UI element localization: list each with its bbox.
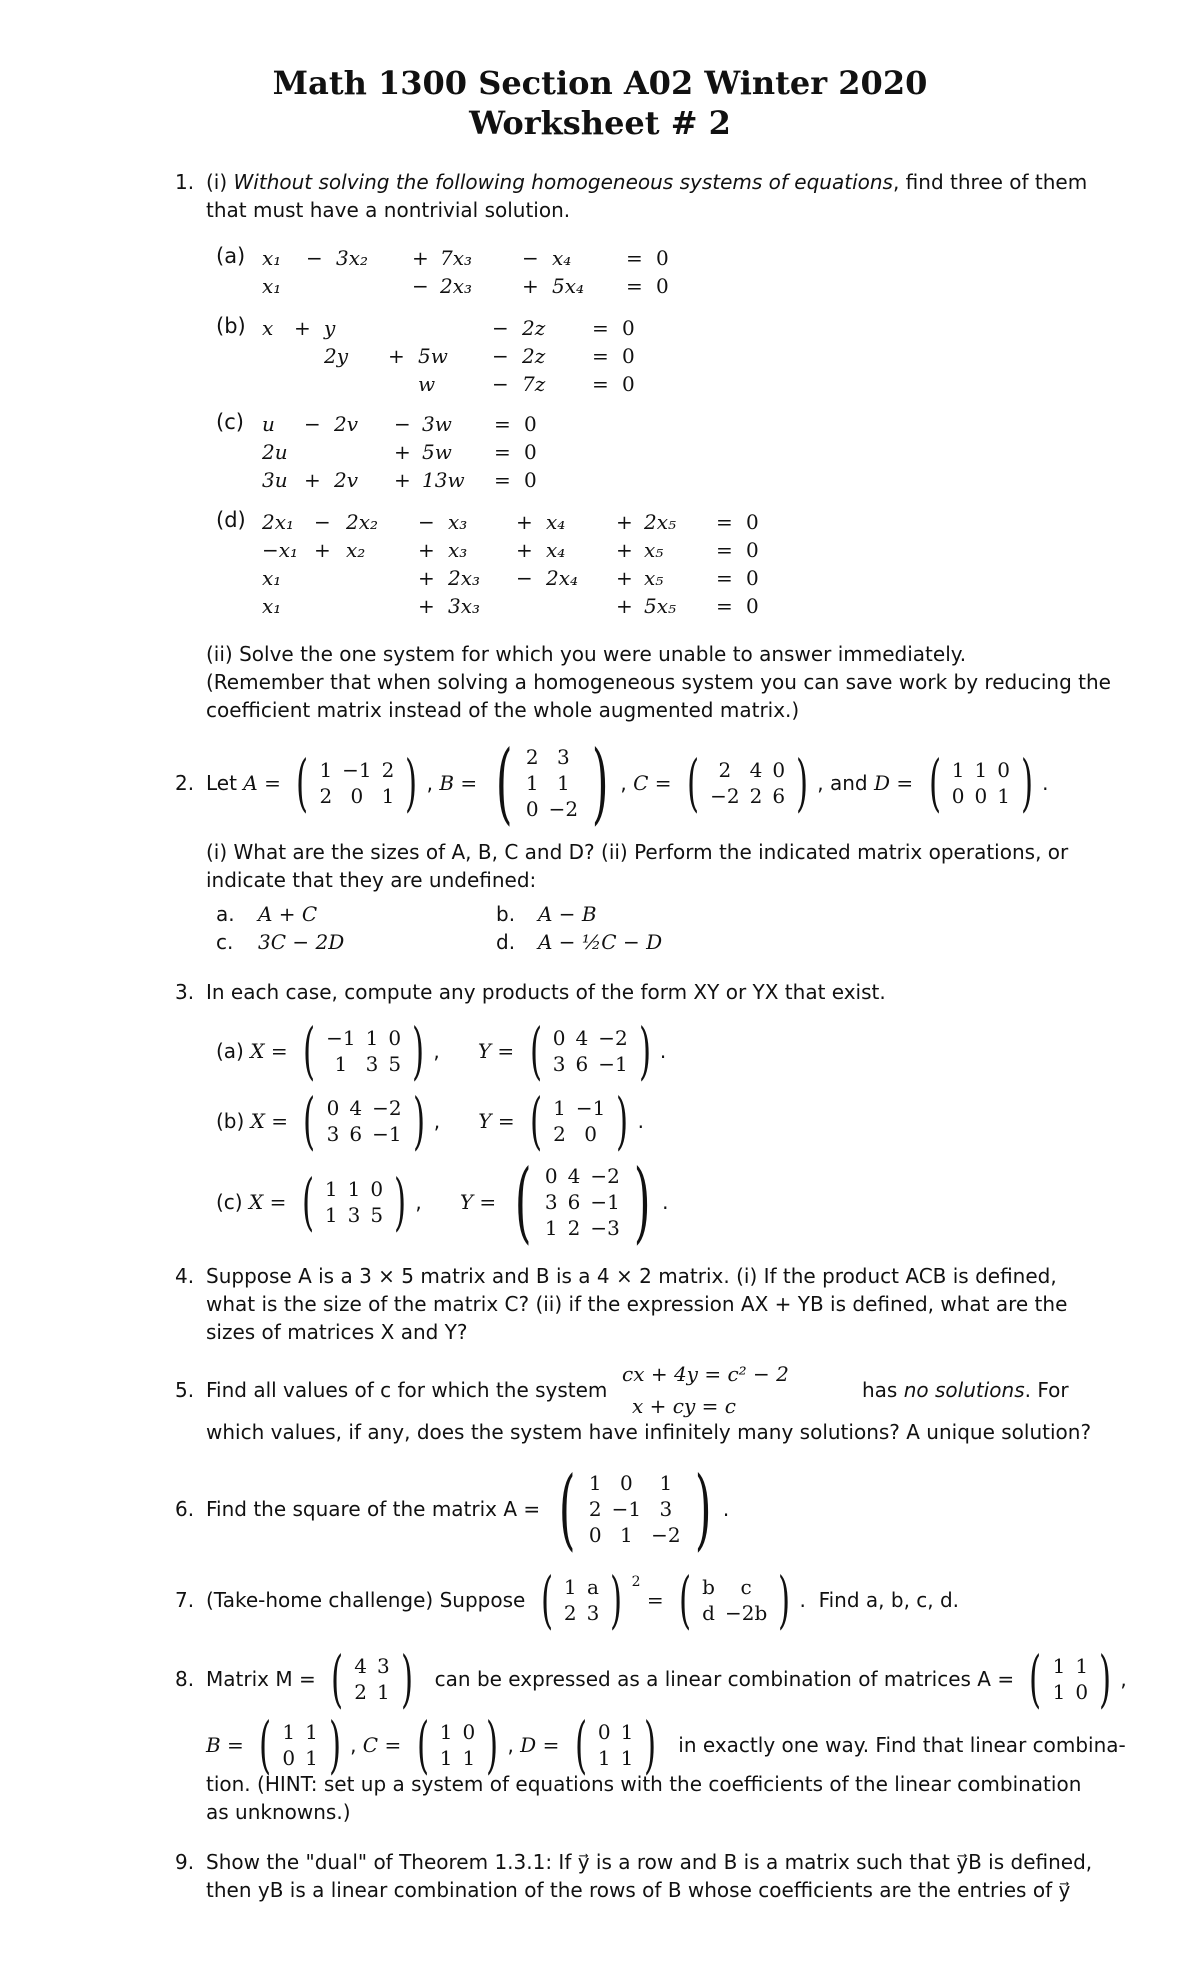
left-paren: ( xyxy=(416,1708,429,1781)
q3-number: 3. xyxy=(175,980,195,1004)
equation-symbol: + xyxy=(516,510,533,534)
equation-term: x₃ xyxy=(448,510,468,534)
q5-equation-1: cx + 4y = c² − 2 xyxy=(622,1362,789,1386)
q1-line2: that must have a nontrivial solution. xyxy=(206,198,571,222)
q5-after: has no solutions. For xyxy=(862,1378,1069,1402)
matrix-B xyxy=(487,731,618,834)
equation-symbol: + xyxy=(394,468,411,492)
q9-line2: then yB is a linear combination of the rows of B whose coefficients are the entries of y⃗ xyxy=(206,1878,1071,1902)
q6-matrix-A xyxy=(550,1457,720,1560)
right-paren: ) xyxy=(394,1165,407,1238)
matrix-entry: −1 xyxy=(590,1190,620,1214)
right-paren: ) xyxy=(796,746,809,819)
equation-term: y xyxy=(324,316,336,340)
equation-symbol: 0 xyxy=(524,412,537,436)
equation-symbol: = xyxy=(494,412,511,436)
equation-symbol: = xyxy=(592,372,609,396)
q2-definitions: 2. Let A = ( 1 −1 2 2 0 1 ) , B = ( 2 3 1 1 0 −2 ) , C = ( 2 4 0 −2 2 6 ) , and D = ( 1 1 0 0 0 1 ) . xyxy=(175,731,1049,834)
q3-part-a: (a) X = ( −1 1 0 1 3 5 ) , Y = ( 0 4 −2 3 6 −1 ) . xyxy=(216,1014,667,1087)
left-paren: ( xyxy=(301,1165,314,1238)
matrix-entry: −1 xyxy=(575,1096,606,1120)
matrix-entry: 2 xyxy=(381,758,395,782)
matrix-entry: 1 xyxy=(324,1177,338,1201)
matrix-entry: 1 xyxy=(974,758,988,782)
matrix-entry: 6 xyxy=(349,1122,363,1146)
matrix-entry: b xyxy=(702,1575,715,1599)
right-paren: ) xyxy=(486,1708,499,1781)
q8-matrix-D xyxy=(569,1708,663,1781)
equation-term: 2v xyxy=(334,412,359,436)
matrix-entry: c xyxy=(740,1575,752,1599)
q3b-matrix-Y xyxy=(524,1084,635,1157)
matrix-entry: 5 xyxy=(388,1052,402,1076)
left-paren: ( xyxy=(303,1084,316,1157)
equation-symbol: − xyxy=(412,274,429,298)
system-c-label: (c) xyxy=(216,410,244,434)
equation-term: u xyxy=(262,412,275,436)
q7-matrix-right xyxy=(673,1563,797,1636)
matrix-entry: 6 xyxy=(575,1052,589,1076)
right-paren: ) xyxy=(591,731,609,834)
equation-term: x₃ xyxy=(448,538,468,562)
equation-symbol: 0 xyxy=(746,510,759,534)
matrix-entry: 1 xyxy=(439,1720,453,1744)
equation-symbol: + xyxy=(294,316,311,340)
matrix-entry: 2 xyxy=(749,784,763,808)
equation-symbol: + xyxy=(516,538,533,562)
equation-term: 7x₃ xyxy=(440,246,473,270)
matrix-entry: 2 xyxy=(718,758,732,782)
matrix-entry: 0 xyxy=(1075,1680,1089,1704)
matrix-entry: 3 xyxy=(377,1654,390,1678)
equation-term: 3u xyxy=(262,468,288,492)
matrix-entry: 0 xyxy=(326,1096,340,1120)
equation-term: 3w xyxy=(422,412,452,436)
matrix-entry: 3 xyxy=(586,1601,600,1625)
right-paren: ) xyxy=(405,746,418,819)
left-paren: ( xyxy=(686,746,700,819)
q1-line1: (i) Without solving the following homogeneous systems of equations, find three of them xyxy=(206,170,1088,194)
left-paren: ( xyxy=(574,1708,587,1781)
q3b-matrix-X xyxy=(297,1084,430,1157)
matrix-C xyxy=(681,746,814,819)
worksheet-subtitle: Worksheet # 2 xyxy=(469,104,731,142)
left-paren: ( xyxy=(558,1457,576,1560)
matrix-entry: 0 xyxy=(282,1746,296,1770)
equation-term: 2y xyxy=(324,344,349,368)
equation-symbol: + xyxy=(522,274,539,298)
equation-symbol: = xyxy=(494,468,511,492)
left-paren: ( xyxy=(1029,1642,1042,1715)
q6-question: 6. Find the square of the matrix A = ( 1 0 1 2 −1 3 0 1 −2 ) . xyxy=(175,1457,730,1560)
q7-question: 7. (Take-home challenge) Suppose ( 1 a 2 3 ) 2 = ( b c d −2b ) . Find a, b, c, d. xyxy=(175,1563,960,1636)
matrix-entry: 1 xyxy=(305,1746,318,1770)
equation-term: x₄ xyxy=(546,510,566,534)
matrix-entry: 1 xyxy=(439,1746,453,1770)
equation-term: 2x₂ xyxy=(346,510,379,534)
matrix-entry: 4 xyxy=(749,758,763,782)
q3a-matrix-Y xyxy=(524,1014,657,1087)
q8-matrix-M xyxy=(325,1642,419,1715)
matrix-entry: −1 xyxy=(372,1122,402,1146)
matrix-entry: 4 xyxy=(575,1026,589,1050)
matrix-entry: 0 xyxy=(588,1523,602,1547)
matrix-entry: 6 xyxy=(772,784,786,808)
matrix-entry: −3 xyxy=(590,1216,620,1240)
q5-line2: which values, if any, does the system have infinitely many solutions? A unique solution? xyxy=(206,1420,1092,1444)
equation-term: x₁ xyxy=(262,566,282,590)
left-paren: ( xyxy=(540,1563,553,1636)
matrix-entry: 0 xyxy=(350,784,364,808)
equation-term: x₅ xyxy=(644,538,664,562)
matrix-entry: 1 xyxy=(462,1746,476,1770)
matrix-entry: 3 xyxy=(552,1052,566,1076)
matrix-entry: 0 xyxy=(584,1122,598,1146)
right-paren: ) xyxy=(778,1563,791,1636)
matrix-entry: 2 xyxy=(563,1601,577,1625)
equation-term: −x₁ xyxy=(262,538,299,562)
matrix-entry: −1 xyxy=(598,1052,628,1076)
equation-term: x₁ xyxy=(262,274,282,298)
q8-matrix-C xyxy=(411,1708,505,1781)
matrix-entry: 1 xyxy=(588,1471,602,1495)
equation-symbol: − xyxy=(418,510,435,534)
equation-term: x₄ xyxy=(546,538,566,562)
q8-matrix-B xyxy=(253,1708,347,1781)
equation-symbol: 0 xyxy=(746,594,759,618)
equation-term: 3x₂ xyxy=(336,246,369,270)
right-paren: ) xyxy=(644,1708,657,1781)
equation-term: 5w xyxy=(422,440,452,464)
equation-term: 2x₄ xyxy=(546,566,579,590)
q3-part-b: (b) X = ( 0 4 −2 3 6 −1 ) , Y = ( 1 −1 2 0 ) . xyxy=(216,1084,644,1157)
q5-number: 5. xyxy=(175,1378,195,1402)
left-paren: ( xyxy=(928,746,941,819)
q9-number: 9. xyxy=(175,1850,195,1874)
q2-op-d: A − ½C − D xyxy=(538,930,663,954)
matrix-entry: 5 xyxy=(370,1203,384,1227)
equation-symbol: + xyxy=(314,538,331,562)
system-b-label: (b) xyxy=(216,314,246,338)
equation-term: x₁ xyxy=(262,246,282,270)
matrix-entry: 0 xyxy=(552,1026,566,1050)
q1-number: 1. xyxy=(175,170,195,194)
matrix-entry: 0 xyxy=(525,797,539,821)
matrix-entry: 1 xyxy=(997,784,1010,808)
matrix-entry: 1 xyxy=(951,758,965,782)
matrix-entry: 0 xyxy=(462,1720,476,1744)
equation-symbol: + xyxy=(388,344,405,368)
equation-symbol: + xyxy=(304,468,321,492)
equation-symbol: + xyxy=(418,538,435,562)
matrix-entry: 1 xyxy=(619,1523,633,1547)
equation-symbol: + xyxy=(412,246,429,270)
system-a-label: (a) xyxy=(216,244,246,268)
matrix-entry: 1 xyxy=(1052,1680,1066,1704)
matrix-entry: 1 xyxy=(544,1216,558,1240)
q2-op-d-label: d. xyxy=(496,930,516,954)
matrix-entry: −2 xyxy=(372,1096,402,1120)
equation-term: x₂ xyxy=(346,538,366,562)
equation-term: 13w xyxy=(422,468,465,492)
equation-term: 2x₃ xyxy=(440,274,473,298)
equation-symbol: = xyxy=(716,510,733,534)
matrix-entry: 2 xyxy=(354,1680,367,1704)
matrix-entry: 1 xyxy=(365,1026,379,1050)
matrix-entry: 3 xyxy=(347,1203,361,1227)
equation-term: x₅ xyxy=(644,566,664,590)
right-paren: ) xyxy=(610,1563,623,1636)
equation-symbol: − xyxy=(306,246,323,270)
equation-symbol: 0 xyxy=(524,440,537,464)
matrix-entry: −2b xyxy=(724,1601,768,1625)
right-paren: ) xyxy=(1020,746,1034,819)
equation-term: 5x₅ xyxy=(644,594,677,618)
equation-term: 3x₃ xyxy=(448,594,481,618)
q3a-matrix-X xyxy=(297,1014,430,1087)
q2-op-c: 3C − 2D xyxy=(258,930,345,954)
matrix-entry: 1 xyxy=(556,771,570,795)
equation-symbol: = xyxy=(592,316,609,340)
q2-op-a: A + C xyxy=(258,902,318,926)
equation-term: 2x₁ xyxy=(262,510,295,534)
equation-symbol: − xyxy=(516,566,533,590)
matrix-entry: 4 xyxy=(354,1654,367,1678)
q8-matrix-A xyxy=(1023,1642,1117,1715)
q3-part-c: (c) X = ( 1 1 0 1 3 5 ) , Y = ( 0 4 −2 3 6 −1 1 2 −3 ) . xyxy=(216,1150,669,1253)
equation-symbol: = xyxy=(716,566,733,590)
q1-part2-line3: coefficient matrix instead of the whole augmented matrix.) xyxy=(206,698,800,722)
matrix-entry: 0 xyxy=(619,1471,633,1495)
equation-symbol: 0 xyxy=(656,246,669,270)
matrix-entry: −2 xyxy=(710,784,740,808)
equation-term: 2z xyxy=(522,316,546,340)
equation-term: 2u xyxy=(262,440,288,464)
matrix-entry: 0 xyxy=(951,784,965,808)
equation-symbol: − xyxy=(492,344,509,368)
equation-symbol: − xyxy=(492,316,509,340)
q7-matrix-left xyxy=(535,1563,629,1636)
equation-symbol: + xyxy=(394,440,411,464)
matrix-entry: 4 xyxy=(349,1096,363,1120)
equation-symbol: − xyxy=(314,510,331,534)
matrix-entry: 0 xyxy=(974,784,988,808)
matrix-entry: 0 xyxy=(997,758,1010,782)
matrix-entry: 1 xyxy=(324,1203,338,1227)
matrix-entry: 4 xyxy=(567,1164,581,1188)
equation-term: x₄ xyxy=(552,246,572,270)
q2-op-b: A − B xyxy=(538,902,597,926)
left-paren: ( xyxy=(296,746,309,819)
equation-symbol: 0 xyxy=(746,538,759,562)
equation-symbol: = xyxy=(716,594,733,618)
right-paren: ) xyxy=(412,1084,425,1157)
q2-op-a-label: a. xyxy=(216,902,235,926)
left-paren: ( xyxy=(303,1014,316,1087)
matrix-entry: 0 xyxy=(597,1720,611,1744)
equation-symbol: − xyxy=(492,372,509,396)
right-paren: ) xyxy=(1099,1642,1112,1715)
q5-equation-2: x + cy = c xyxy=(632,1394,736,1418)
equation-symbol: 0 xyxy=(746,566,759,590)
equation-term: 5x₄ xyxy=(552,274,585,298)
matrix-entry: 1 xyxy=(377,1680,390,1704)
q3c-matrix-Y xyxy=(506,1150,660,1253)
left-paren: ( xyxy=(514,1150,531,1253)
matrix-entry: 2 xyxy=(588,1497,602,1521)
matrix-entry: 1 xyxy=(334,1052,348,1076)
matrix-entry: 2 xyxy=(553,1122,566,1146)
right-paren: ) xyxy=(616,1084,629,1157)
matrix-entry: 1 xyxy=(1075,1654,1089,1678)
matrix-entry: −2 xyxy=(651,1523,681,1547)
matrix-entry: 0 xyxy=(388,1026,402,1050)
equation-symbol: + xyxy=(418,594,435,618)
matrix-entry: 6 xyxy=(567,1190,581,1214)
matrix-D xyxy=(923,746,1040,819)
matrix-entry: 1 xyxy=(305,1720,318,1744)
equation-term: 2z xyxy=(522,344,546,368)
equation-symbol: + xyxy=(616,594,633,618)
right-paren: ) xyxy=(328,1708,342,1781)
left-paren: ( xyxy=(331,1642,344,1715)
equation-symbol: 0 xyxy=(622,344,635,368)
right-paren: ) xyxy=(412,1014,425,1087)
q8-line4: as unknowns.) xyxy=(206,1800,351,1824)
matrix-entry: 1 xyxy=(620,1746,634,1770)
equation-symbol: 0 xyxy=(656,274,669,298)
matrix-entry: d xyxy=(702,1601,715,1625)
left-paren: ( xyxy=(529,1014,542,1087)
equation-term: x₁ xyxy=(262,594,282,618)
equation-symbol: = xyxy=(626,246,643,270)
q8-line3: tion. (HINT: set up a system of equations with the coefficients of the linear combination xyxy=(206,1772,1082,1796)
matrix-entry: 1 xyxy=(659,1471,673,1495)
matrix-entry: 0 xyxy=(772,758,786,782)
q5-lead: Find all values of c for which the system xyxy=(206,1378,608,1402)
right-paren: ) xyxy=(638,1014,651,1087)
matrix-entry: 1 xyxy=(563,1575,577,1599)
equation-term: 5w xyxy=(418,344,448,368)
worksheet-title: Math 1300 Section A02 Winter 2020 xyxy=(272,64,928,102)
equation-symbol: 0 xyxy=(524,468,537,492)
q4-line3: sizes of matrices X and Y? xyxy=(206,1320,468,1344)
matrix-entry: −2 xyxy=(598,1026,628,1050)
matrix-entry: 3 xyxy=(659,1497,673,1521)
left-paren: ( xyxy=(495,731,512,834)
q4-line2: what is the size of the matrix C? (ii) if the expression AX + YB is defined, what are the xyxy=(206,1292,1068,1316)
q2-op-c-label: c. xyxy=(216,930,234,954)
matrix-entry: 1 xyxy=(597,1746,611,1770)
q4-number: 4. xyxy=(175,1264,195,1288)
equation-term: 2v xyxy=(334,468,359,492)
left-paren: ( xyxy=(259,1708,272,1781)
q8-line1: 8. Matrix M = ( 4 3 2 1 ) can be expressed as a linear combination of matrices A = ( 1 1 1 0 ) , xyxy=(175,1642,1127,1715)
matrix-entry: 1 xyxy=(553,1096,566,1120)
equation-symbol: + xyxy=(616,538,633,562)
equation-symbol: = xyxy=(716,538,733,562)
system-d-label: (d) xyxy=(216,508,246,532)
equation-symbol: − xyxy=(394,412,411,436)
equation-term: 7z xyxy=(522,372,546,396)
left-paren: ( xyxy=(530,1084,543,1157)
q8-line2: B = ( 1 1 0 1 ) , C = ( 1 0 1 1 ) , D = ( 0 1 1 1 ) in exactly one way. Find that linear combina- xyxy=(206,1708,1126,1781)
matrix-entry: 1 xyxy=(381,784,395,808)
q1-part2-line2: (Remember that when solving a homogeneous system you can save work by reducing the xyxy=(206,670,1111,694)
right-paren: ) xyxy=(400,1642,413,1715)
equation-symbol: 0 xyxy=(622,316,635,340)
matrix-entry: 3 xyxy=(365,1052,379,1076)
q9-line1: Show the "dual" of Theorem 1.3.1: If y⃗ is a row and B is a matrix such that y⃗B is defined, xyxy=(206,1850,1093,1874)
equation-symbol: = xyxy=(626,274,643,298)
q3-text: In each case, compute any products of the form XY or YX that exist. xyxy=(206,980,886,1004)
q3c-matrix-X xyxy=(296,1165,413,1238)
matrix-entry: 2 xyxy=(567,1216,581,1240)
matrix-entry: 1 xyxy=(319,758,333,782)
matrix-entry: a xyxy=(587,1575,599,1599)
matrix-entry: 1 xyxy=(347,1177,361,1201)
q4-line1: Suppose A is a 3 × 5 matrix and B is a 4 × 2 matrix. (i) If the product ACB is defined, xyxy=(206,1264,1057,1288)
right-paren: ) xyxy=(633,1150,651,1253)
equation-term: w xyxy=(418,372,436,396)
equation-symbol: + xyxy=(418,566,435,590)
matrix-entry: −1 xyxy=(326,1026,356,1050)
matrix-entry: 0 xyxy=(370,1177,384,1201)
q2-text1: (i) What are the sizes of A, B, C and D? (ii) Perform the indicated matrix operations, or xyxy=(206,840,1069,864)
matrix-entry: −1 xyxy=(611,1497,642,1521)
equation-symbol: = xyxy=(592,344,609,368)
left-paren: ( xyxy=(679,1563,692,1636)
matrix-entry: −2 xyxy=(590,1164,620,1188)
right-paren: ) xyxy=(694,1457,712,1560)
matrix-entry: 1 xyxy=(525,771,539,795)
matrix-entry: 0 xyxy=(544,1164,558,1188)
matrix-entry: 3 xyxy=(556,745,570,769)
equation-symbol: 0 xyxy=(622,372,635,396)
matrix-entry: −1 xyxy=(342,758,372,782)
matrix-entry: 3 xyxy=(326,1122,340,1146)
matrix-A xyxy=(290,746,423,819)
equation-symbol: − xyxy=(522,246,539,270)
equation-symbol: = xyxy=(494,440,511,464)
q2-text2: indicate that they are undefined: xyxy=(206,868,537,892)
equation-term: 2x₃ xyxy=(448,566,481,590)
equation-term: 2x₅ xyxy=(644,510,677,534)
equation-symbol: + xyxy=(616,510,633,534)
equation-symbol: − xyxy=(304,412,321,436)
matrix-entry: 1 xyxy=(282,1720,296,1744)
matrix-entry: 3 xyxy=(544,1190,558,1214)
matrix-entry: 2 xyxy=(319,784,333,808)
matrix-entry: 1 xyxy=(1052,1654,1066,1678)
matrix-entry: −2 xyxy=(548,797,579,821)
q1-part2-line1: (ii) Solve the one system for which you were unable to answer immediately. xyxy=(206,642,967,666)
equation-symbol: + xyxy=(616,566,633,590)
q2-op-b-label: b. xyxy=(496,902,516,926)
matrix-entry: 1 xyxy=(620,1720,634,1744)
matrix-entry: 2 xyxy=(525,745,539,769)
equation-term: x xyxy=(262,316,274,340)
